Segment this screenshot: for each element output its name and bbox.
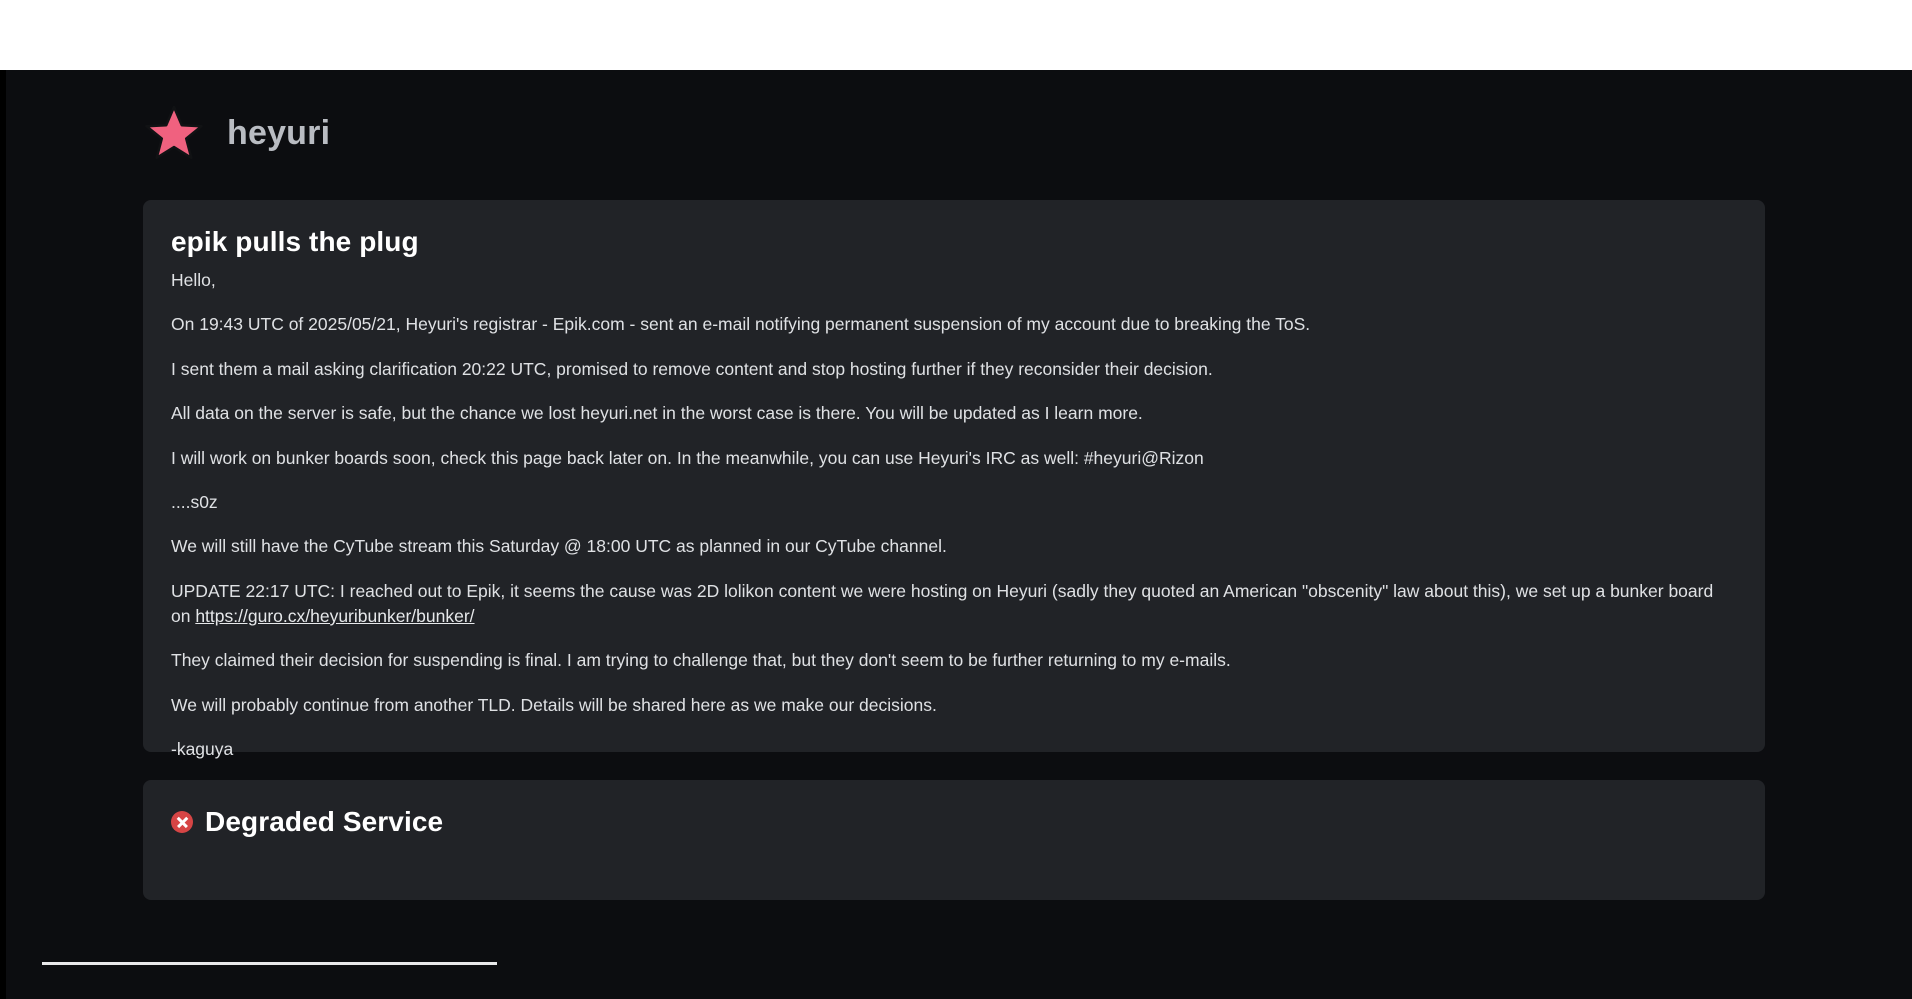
star-icon	[143, 102, 205, 164]
post-paragraph: We will still have the CyTube stream this Saturday @ 18:00 UTC as planned in our CyTube channel.	[171, 536, 947, 557]
next-post-card[interactable]	[143, 780, 1765, 900]
post-paragraph: I sent them a mail asking clarification 20:22 UTC, promised to remove content and stop hosting further if they reconsider their decision.	[171, 358, 1213, 379]
post-paragraph: They claimed their decision for suspending is final. I am trying to challenge that, but they don't seem to be further returning to my e-mails.	[171, 650, 1231, 671]
browser-top-strip	[0, 0, 1912, 70]
post-paragraph: All data on the server is safe, but the chance we lost heyuri.net in the worst case is there. You will be updated as I learn more.	[171, 403, 1143, 424]
site-page	[0, 70, 1912, 999]
site-title: heyuri	[227, 113, 331, 152]
post-paragraph: We will probably continue from another TLD. Details will be shared here as we make our decisions.	[171, 694, 937, 715]
post-update-paragraph	[171, 579, 1731, 630]
scroll-remnant	[410, 0, 450, 4]
post-paragraph: I will work on bunker boards soon, check this page back later on. In the meanwhile, you can use Heyuri's IRC as well: #heyuri@Rizon	[171, 447, 1204, 468]
left-rail	[0, 70, 6, 999]
bunker-board-link[interactable]: https://guro.cx/heyuribunker/bunker/	[195, 606, 475, 626]
post-paragraph: ....s0z	[171, 491, 218, 512]
site-header	[143, 102, 330, 164]
post-card	[143, 200, 1765, 760]
error-circle-icon	[171, 811, 193, 833]
bottom-edge-artifact	[42, 962, 497, 965]
post-signature: -kaguya	[171, 739, 234, 760]
post-title: epik pulls the plug	[171, 226, 419, 257]
next-post-title: Degraded Service	[205, 806, 444, 837]
post-paragraph: Hello,	[171, 270, 216, 290]
post-paragraph: On 19:43 UTC of 2025/05/21, Heyuri's registrar - Epik.com - sent an e-mail notifying permanent suspension of my account due to breaking the ToS.	[171, 314, 1311, 335]
post-update-text: UPDATE 22:17 UTC: I reached out to Epik, it seems the cause was 2D lolikon content we were hosting on Heyuri (sadly they quoted an American "obscenity" law about this), we set up a bunker board on	[171, 580, 1714, 626]
next-post-title-row	[171, 806, 1737, 838]
